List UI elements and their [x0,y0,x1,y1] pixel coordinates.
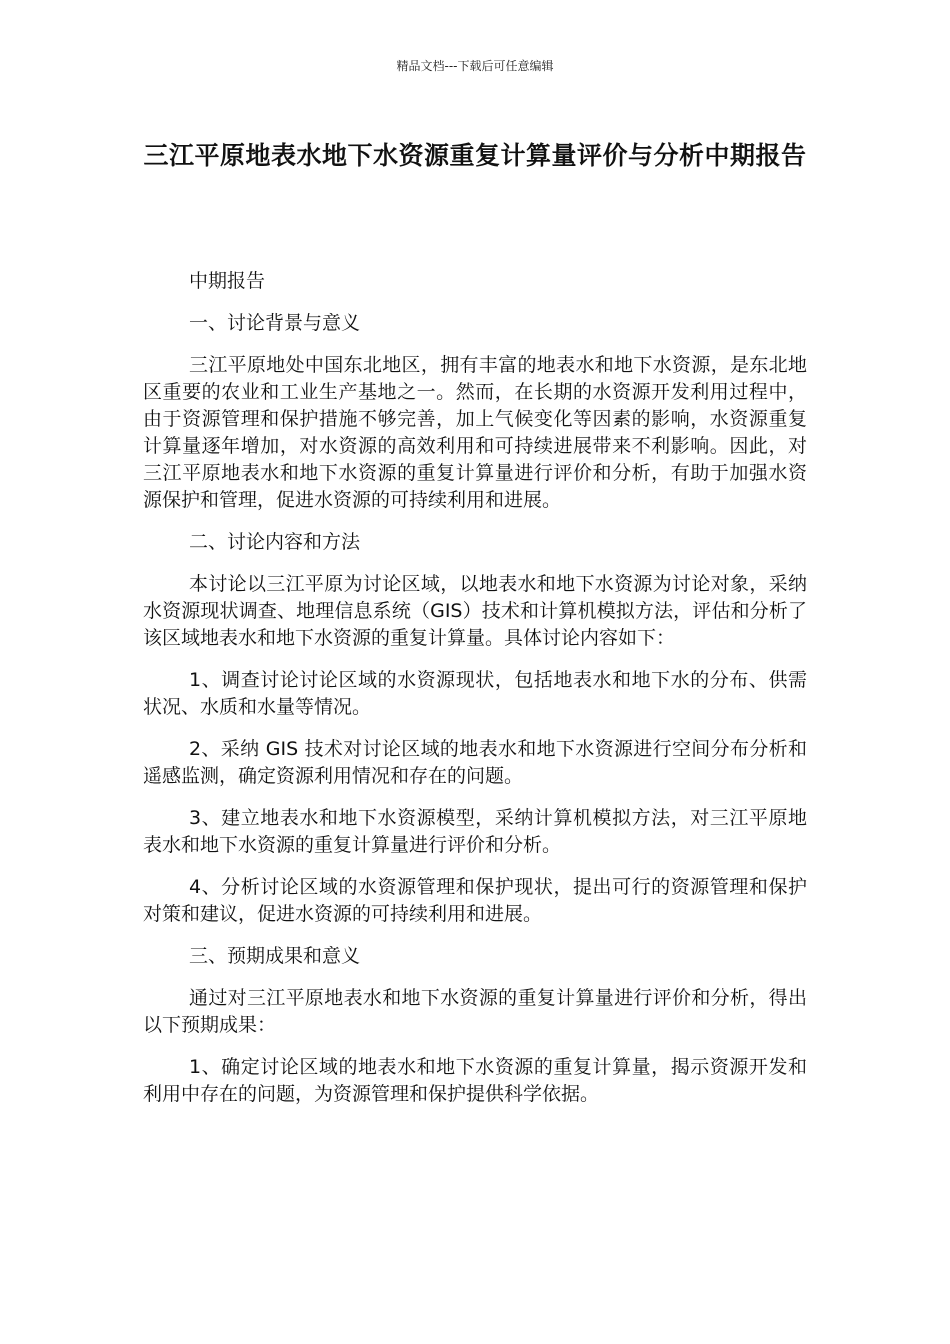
section-heading-content-methods: 二、讨论内容和方法 [189,531,361,553]
section-heading-expected-results: 三、预期成果和意义 [189,945,361,967]
paragraph-midterm-report: 中期报告 [189,270,266,292]
paragraph-expected-results: 通过对三江平原地表水和地下水资源的重复计算量进行评价和分析，得出以下预期成果： [143,987,807,1036]
document-title: 三江平原地表水地下水资源重复计算量评价与分析中期报告 [143,141,807,170]
list-item-method-4: 4、分析讨论区域的水资源管理和保护现状，提出可行的资源管理和保护对策和建议，促进水资源的可持续利用和进展。 [143,876,807,925]
list-item-method-3: 3、建立地表水和地下水资源模型，采纳计算机模拟方法，对三江平原地表水和地下水资源的重复计算量进行评价和分析。 [143,807,807,856]
list-item-result-1: 1、确定讨论区域的地表水和地下水资源的重复计算量，揭示资源开发和利用中存在的问题，为资源管理和保护提供科学依据。 [143,1056,807,1105]
section-heading-background: 一、讨论背景与意义 [189,312,361,334]
header-note: 精品文档---下载后可任意编辑 [396,59,554,73]
list-item-method-2: 2、采纳 GIS 技术对讨论区域的地表水和地下水资源进行空间分布分析和遥感监测，确定资源利用情况和存在的问题。 [143,738,807,787]
document-body [143,268,807,1123]
paragraph-content-methods: 本讨论以三江平原为讨论区域，以地表水和地下水资源为讨论对象，采纳水资源现状调查、地理信息系统（GIS）技术和计算机模拟方法，评估和分析了该区域地表水和地下水资源的重复计算量。具体讨论内容如下： [143,573,807,649]
list-item-method-1: 1、调查讨论讨论区域的水资源现状，包括地表水和地下水的分布、供需状况、水质和水量等情况。 [143,669,807,718]
paragraph-background: 三江平原地处中国东北地区，拥有丰富的地表水和地下水资源，是东北地区重要的农业和工业生产基地之一。然而，在长期的水资源开发利用过程中，由于资源管理和保护措施不够完善，加上气候变化等因素的影响，水资源重复计算量逐年增加，对水资源的高效利用和可持续进展带来不利影响。因此，对三江平原地表水和地下水资源的重复计算量进行评价和分析，有助于加强水资源保护和管理，促进水资源的可持续利用和进展。 [143,354,807,511]
